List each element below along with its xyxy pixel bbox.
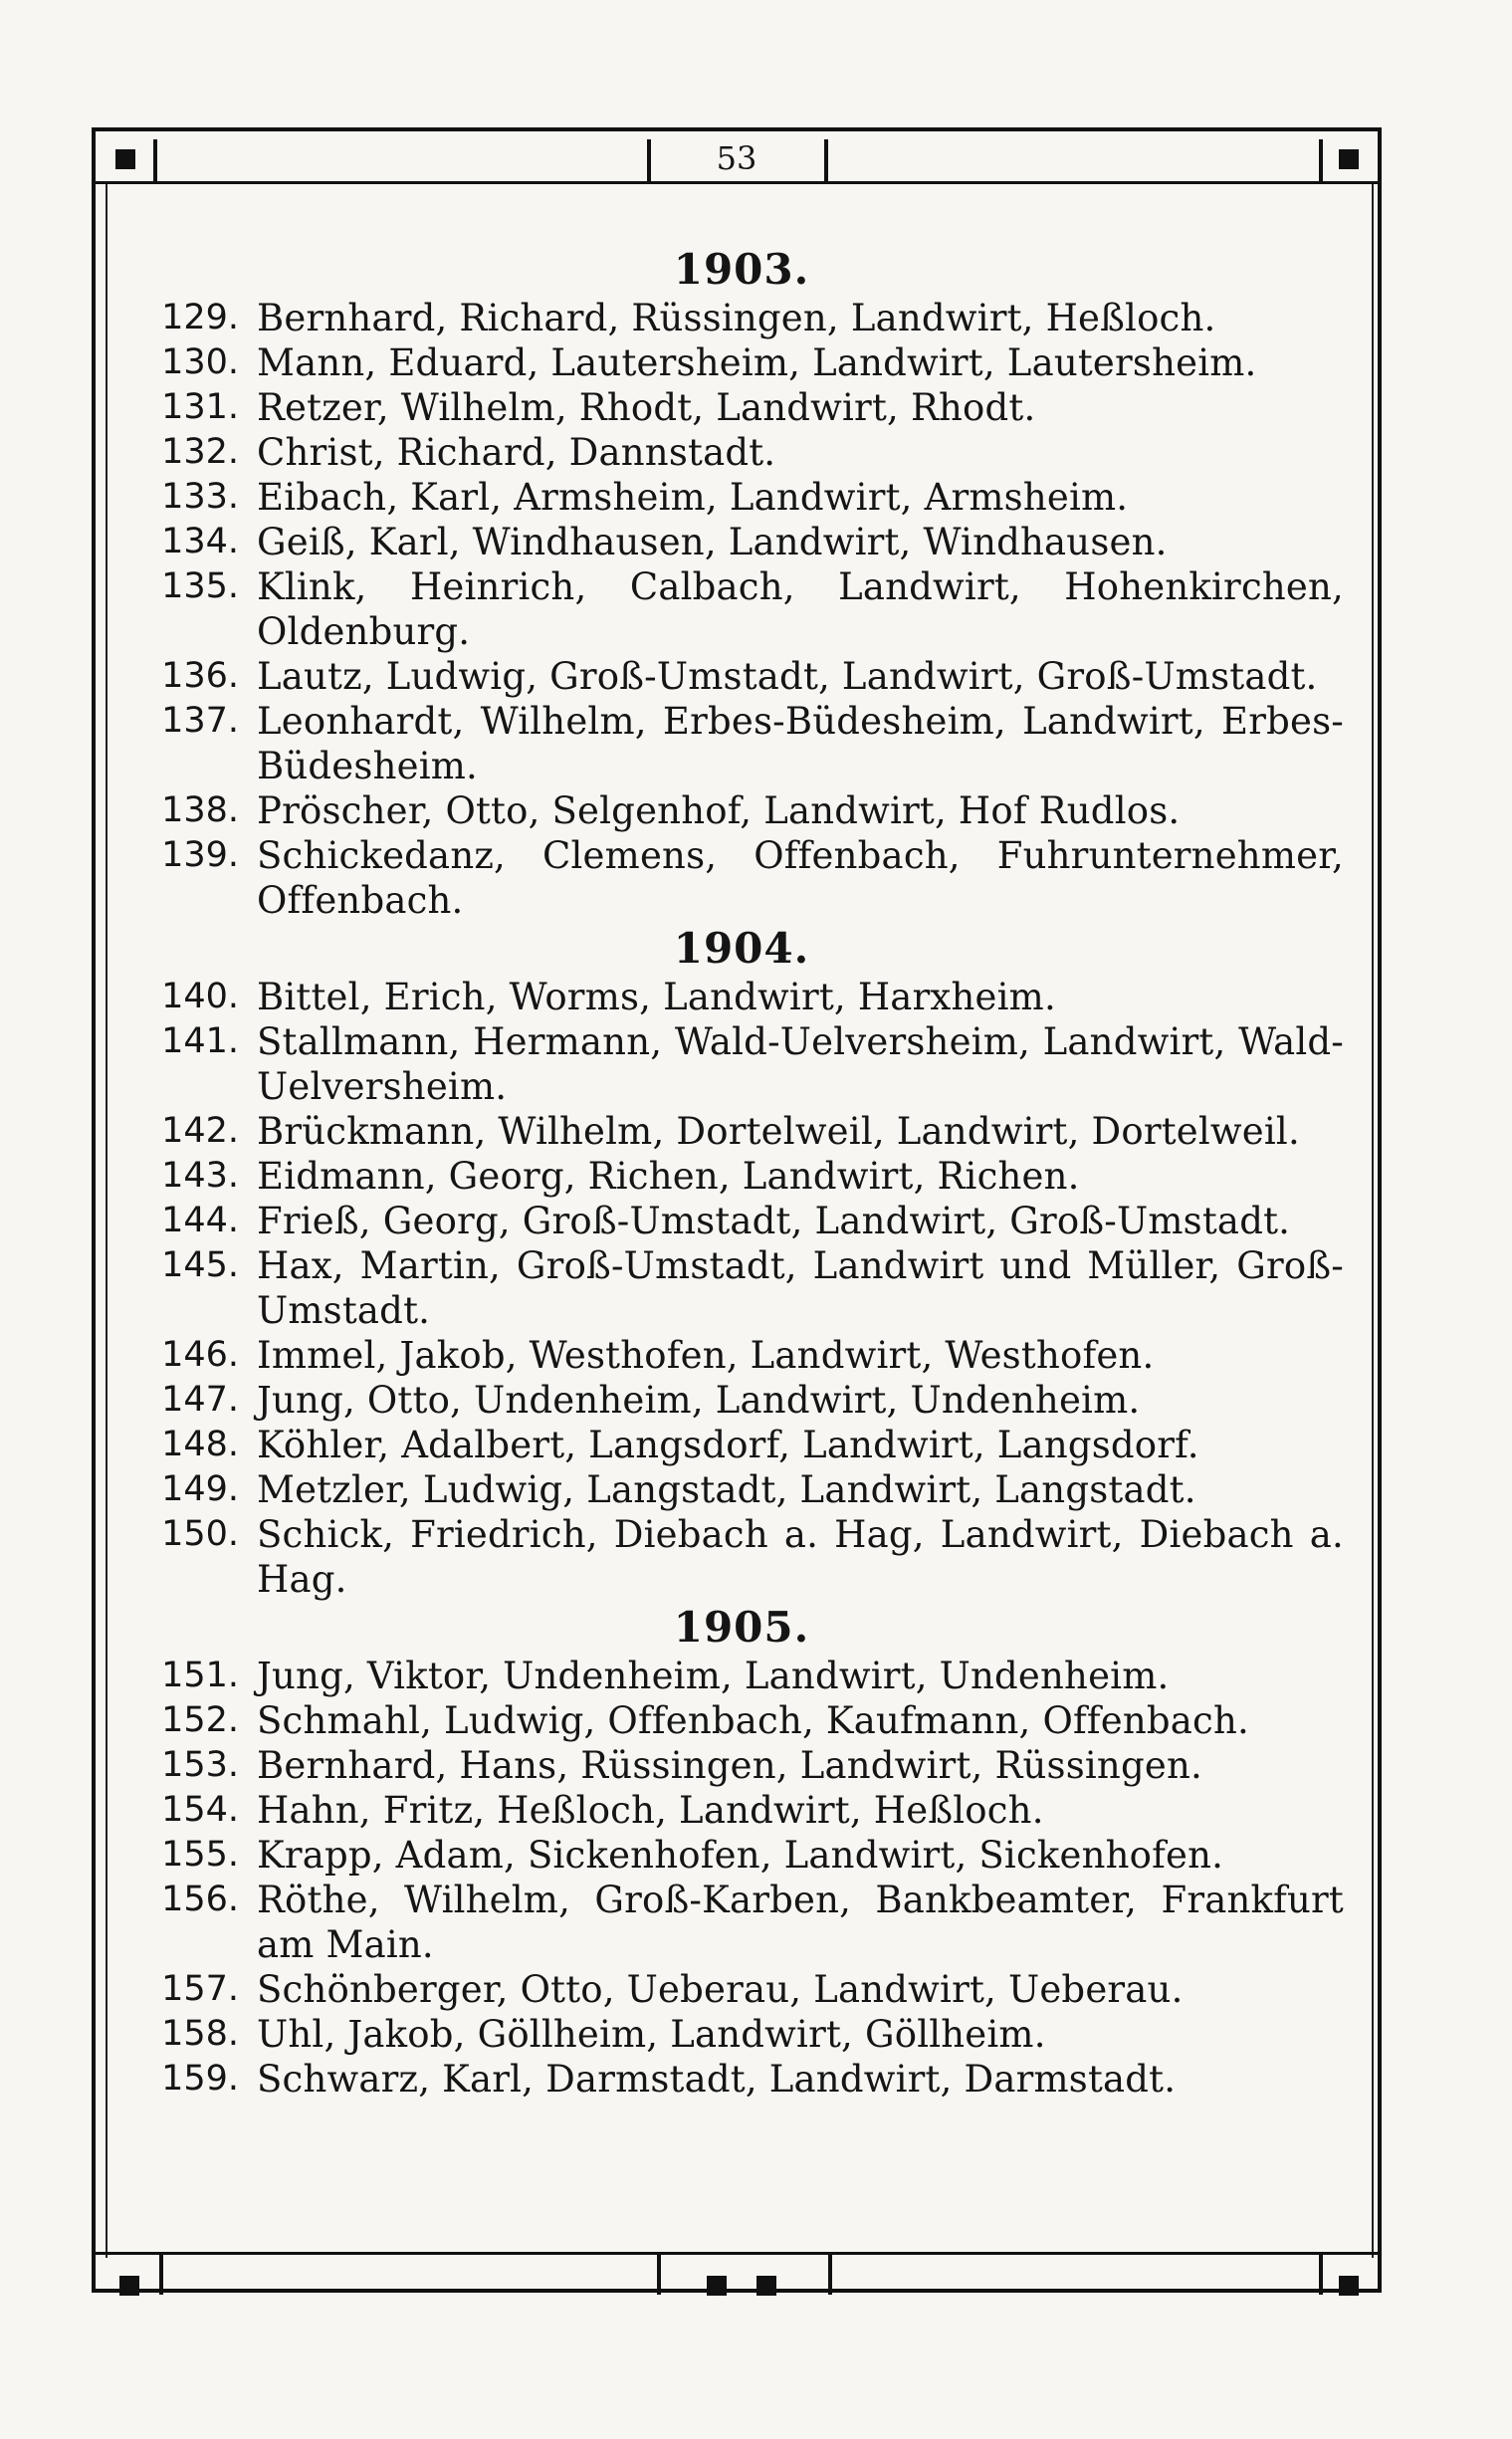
entry-number: 149. [161,1469,239,1509]
list-item [139,654,1344,699]
entry-number: 147. [161,1380,239,1420]
list-item [139,699,1344,788]
entry-number: 148. [161,1425,239,1464]
header-divider [824,139,828,183]
entry-text: Eibach, Karl, Armsheim, Landwirt, Armsheim. [257,476,1129,519]
list-item [139,1967,1344,2012]
entry-number: 130. [161,342,239,382]
year-section [139,1602,1344,2102]
year-heading: 1904. [673,924,810,973]
entry-number: 152. [161,1700,239,1740]
header-divider [647,139,651,183]
entry-text: Christ, Richard, Dannstadt. [257,431,776,474]
list-item [139,2057,1344,2102]
entry-text: Schönberger, Otto, Ueberau, Landwirt, Ueberau. [257,1968,1184,2011]
entry-number: 142. [161,1111,239,1151]
entry-text: Klink, Heinrich, Calbach, Landwirt, Hohenkirchen, Oldenburg. [257,565,1344,653]
list-item [139,1833,1344,1878]
entry-text: Metzler, Ludwig, Langstadt, Landwirt, Langstadt. [257,1468,1196,1511]
entry-number: 151. [161,1656,239,1695]
list-item [139,475,1344,520]
entry-number: 132. [161,432,239,472]
entry-text: Köhler, Adalbert, Langsdorf, Landwirt, Langsdorf. [257,1424,1199,1466]
year-section [139,923,1344,1602]
corner-square-icon [115,149,135,169]
entry-number: 158. [161,2014,239,2054]
list-item [139,1512,1344,1602]
list-item [139,1878,1344,1967]
entry-text: Schmahl, Ludwig, Offenbach, Kaufmann, Offenbach. [257,1699,1249,1742]
list-item [139,430,1344,475]
entry-text: Krapp, Adam, Sickenhofen, Landwirt, Sickenhofen. [257,1834,1224,1877]
entry-number: 141. [161,1021,239,1061]
entry-text: Röthe, Wilhelm, Groß-Karben, Bankbeamter, Frankfurt am Main. [257,1879,1344,1966]
footer-divider [828,2255,832,2295]
entry-number: 145. [161,1245,239,1285]
header-divider [1319,139,1323,183]
entry-number: 133. [161,477,239,517]
entry-number: 143. [161,1156,239,1196]
list-item [139,1743,1344,1788]
entry-number: 150. [161,1514,239,1554]
entry-text: Lautz, Ludwig, Groß-Umstadt, Landwirt, Groß-Umstadt. [257,655,1318,698]
list-item [139,2012,1344,2057]
list-item [139,520,1344,564]
entry-text: Bernhard, Hans, Rüssingen, Landwirt, Rüssingen. [257,1744,1202,1787]
entry-number: 134. [161,522,239,561]
footer-ornament-square-icon [756,2276,776,2296]
entry-number: 146. [161,1335,239,1375]
footer-divider [1319,2255,1323,2295]
entry-number: 157. [161,1969,239,2009]
entry-text: Hahn, Fritz, Heßloch, Landwirt, Heßloch. [257,1789,1044,1832]
entry-text: Eidmann, Georg, Richen, Landwirt, Richen. [257,1155,1080,1198]
list-item [139,1199,1344,1243]
entry-number: 155. [161,1835,239,1875]
entry-text: Stallmann, Hermann, Wald-Uelversheim, Landwirt, Wald-Uelversheim. [257,1020,1344,1108]
footer-divider [657,2255,661,2295]
entry-number: 137. [161,701,239,741]
footer-divider [159,2255,163,2295]
entry-number: 136. [161,656,239,696]
list-item [139,1019,1344,1109]
list-item [139,1467,1344,1512]
list-item [139,833,1344,923]
entry-text: Geiß, Karl, Windhausen, Landwirt, Windhausen. [257,521,1168,563]
footer-ornament-square-icon [707,2276,727,2296]
list-item [139,1698,1344,1743]
year-heading: 1905. [673,1603,810,1652]
entry-number: 156. [161,1880,239,1919]
entry-text: Schickedanz, Clemens, Offenbach, Fuhrunternehmer, Offenbach. [257,834,1344,922]
entry-text: Retzer, Wilhelm, Rhodt, Landwirt, Rhodt. [257,386,1036,429]
entry-text: Schick, Friedrich, Diebach a. Hag, Landwirt, Diebach a. Hag. [257,1513,1344,1601]
entry-text: Schwarz, Karl, Darmstadt, Landwirt, Darmstadt. [257,2058,1177,2101]
entry-number: 138. [161,790,239,830]
entry-number: 159. [161,2059,239,2099]
entry-text: Hax, Martin, Groß-Umstadt, Landwirt und Müller, Groß-Umstadt. [257,1244,1344,1332]
member-list [139,244,1344,2102]
list-item [139,1423,1344,1467]
entry-text: Frieß, Georg, Groß-Umstadt, Landwirt, Groß-Umstadt. [257,1200,1291,1242]
header-divider [153,139,157,183]
header-rule [96,181,1378,184]
list-item [139,385,1344,430]
entry-number: 144. [161,1201,239,1240]
entry-text: Immel, Jakob, Westhofen, Landwirt, Westhofen. [257,1334,1155,1377]
list-item [139,296,1344,340]
entry-text: Jung, Otto, Undenheim, Landwirt, Undenheim. [257,1379,1141,1422]
list-item [139,1788,1344,1833]
corner-square-icon [1339,149,1359,169]
entry-number: 140. [161,977,239,1016]
list-item [139,975,1344,1019]
entry-text: Bernhard, Richard, Rüssingen, Landwirt, Heßloch. [257,297,1216,339]
list-item [139,1333,1344,1378]
entry-text: Leonhardt, Wilhelm, Erbes-Büdesheim, Landwirt, Erbes-Büdesheim. [257,700,1344,787]
entry-number: 139. [161,835,239,875]
list-item [139,788,1344,833]
entry-text: Bittel, Erich, Worms, Landwirt, Harxheim. [257,976,1056,1018]
list-item [139,1654,1344,1698]
entry-text: Uhl, Jakob, Göllheim, Landwirt, Göllheim. [257,2013,1046,2056]
list-item [139,1154,1344,1199]
year-section [139,244,1344,923]
entry-text: Pröscher, Otto, Selgenhof, Landwirt, Hof Rudlos. [257,789,1181,832]
entry-number: 153. [161,1745,239,1785]
corner-square-icon [1339,2276,1359,2296]
entry-number: 154. [161,1790,239,1830]
entry-text: Brückmann, Wilhelm, Dortelweil, Landwirt, Dortelweil. [257,1110,1300,1153]
entry-number: 135. [161,566,239,606]
list-item [139,564,1344,654]
corner-square-icon [119,2276,139,2296]
entry-text: Jung, Viktor, Undenheim, Landwirt, Undenheim. [257,1655,1170,1697]
footer-rule [96,2252,1378,2255]
list-item [139,1378,1344,1423]
entry-number: 129. [161,298,239,337]
list-item [139,1243,1344,1333]
list-item [139,340,1344,385]
entry-number: 131. [161,387,239,427]
list-item [139,1109,1344,1154]
entry-text: Mann, Eduard, Lautersheim, Landwirt, Lautersheim. [257,341,1257,384]
page-number: 53 [716,139,757,177]
year-heading: 1903. [673,245,810,294]
